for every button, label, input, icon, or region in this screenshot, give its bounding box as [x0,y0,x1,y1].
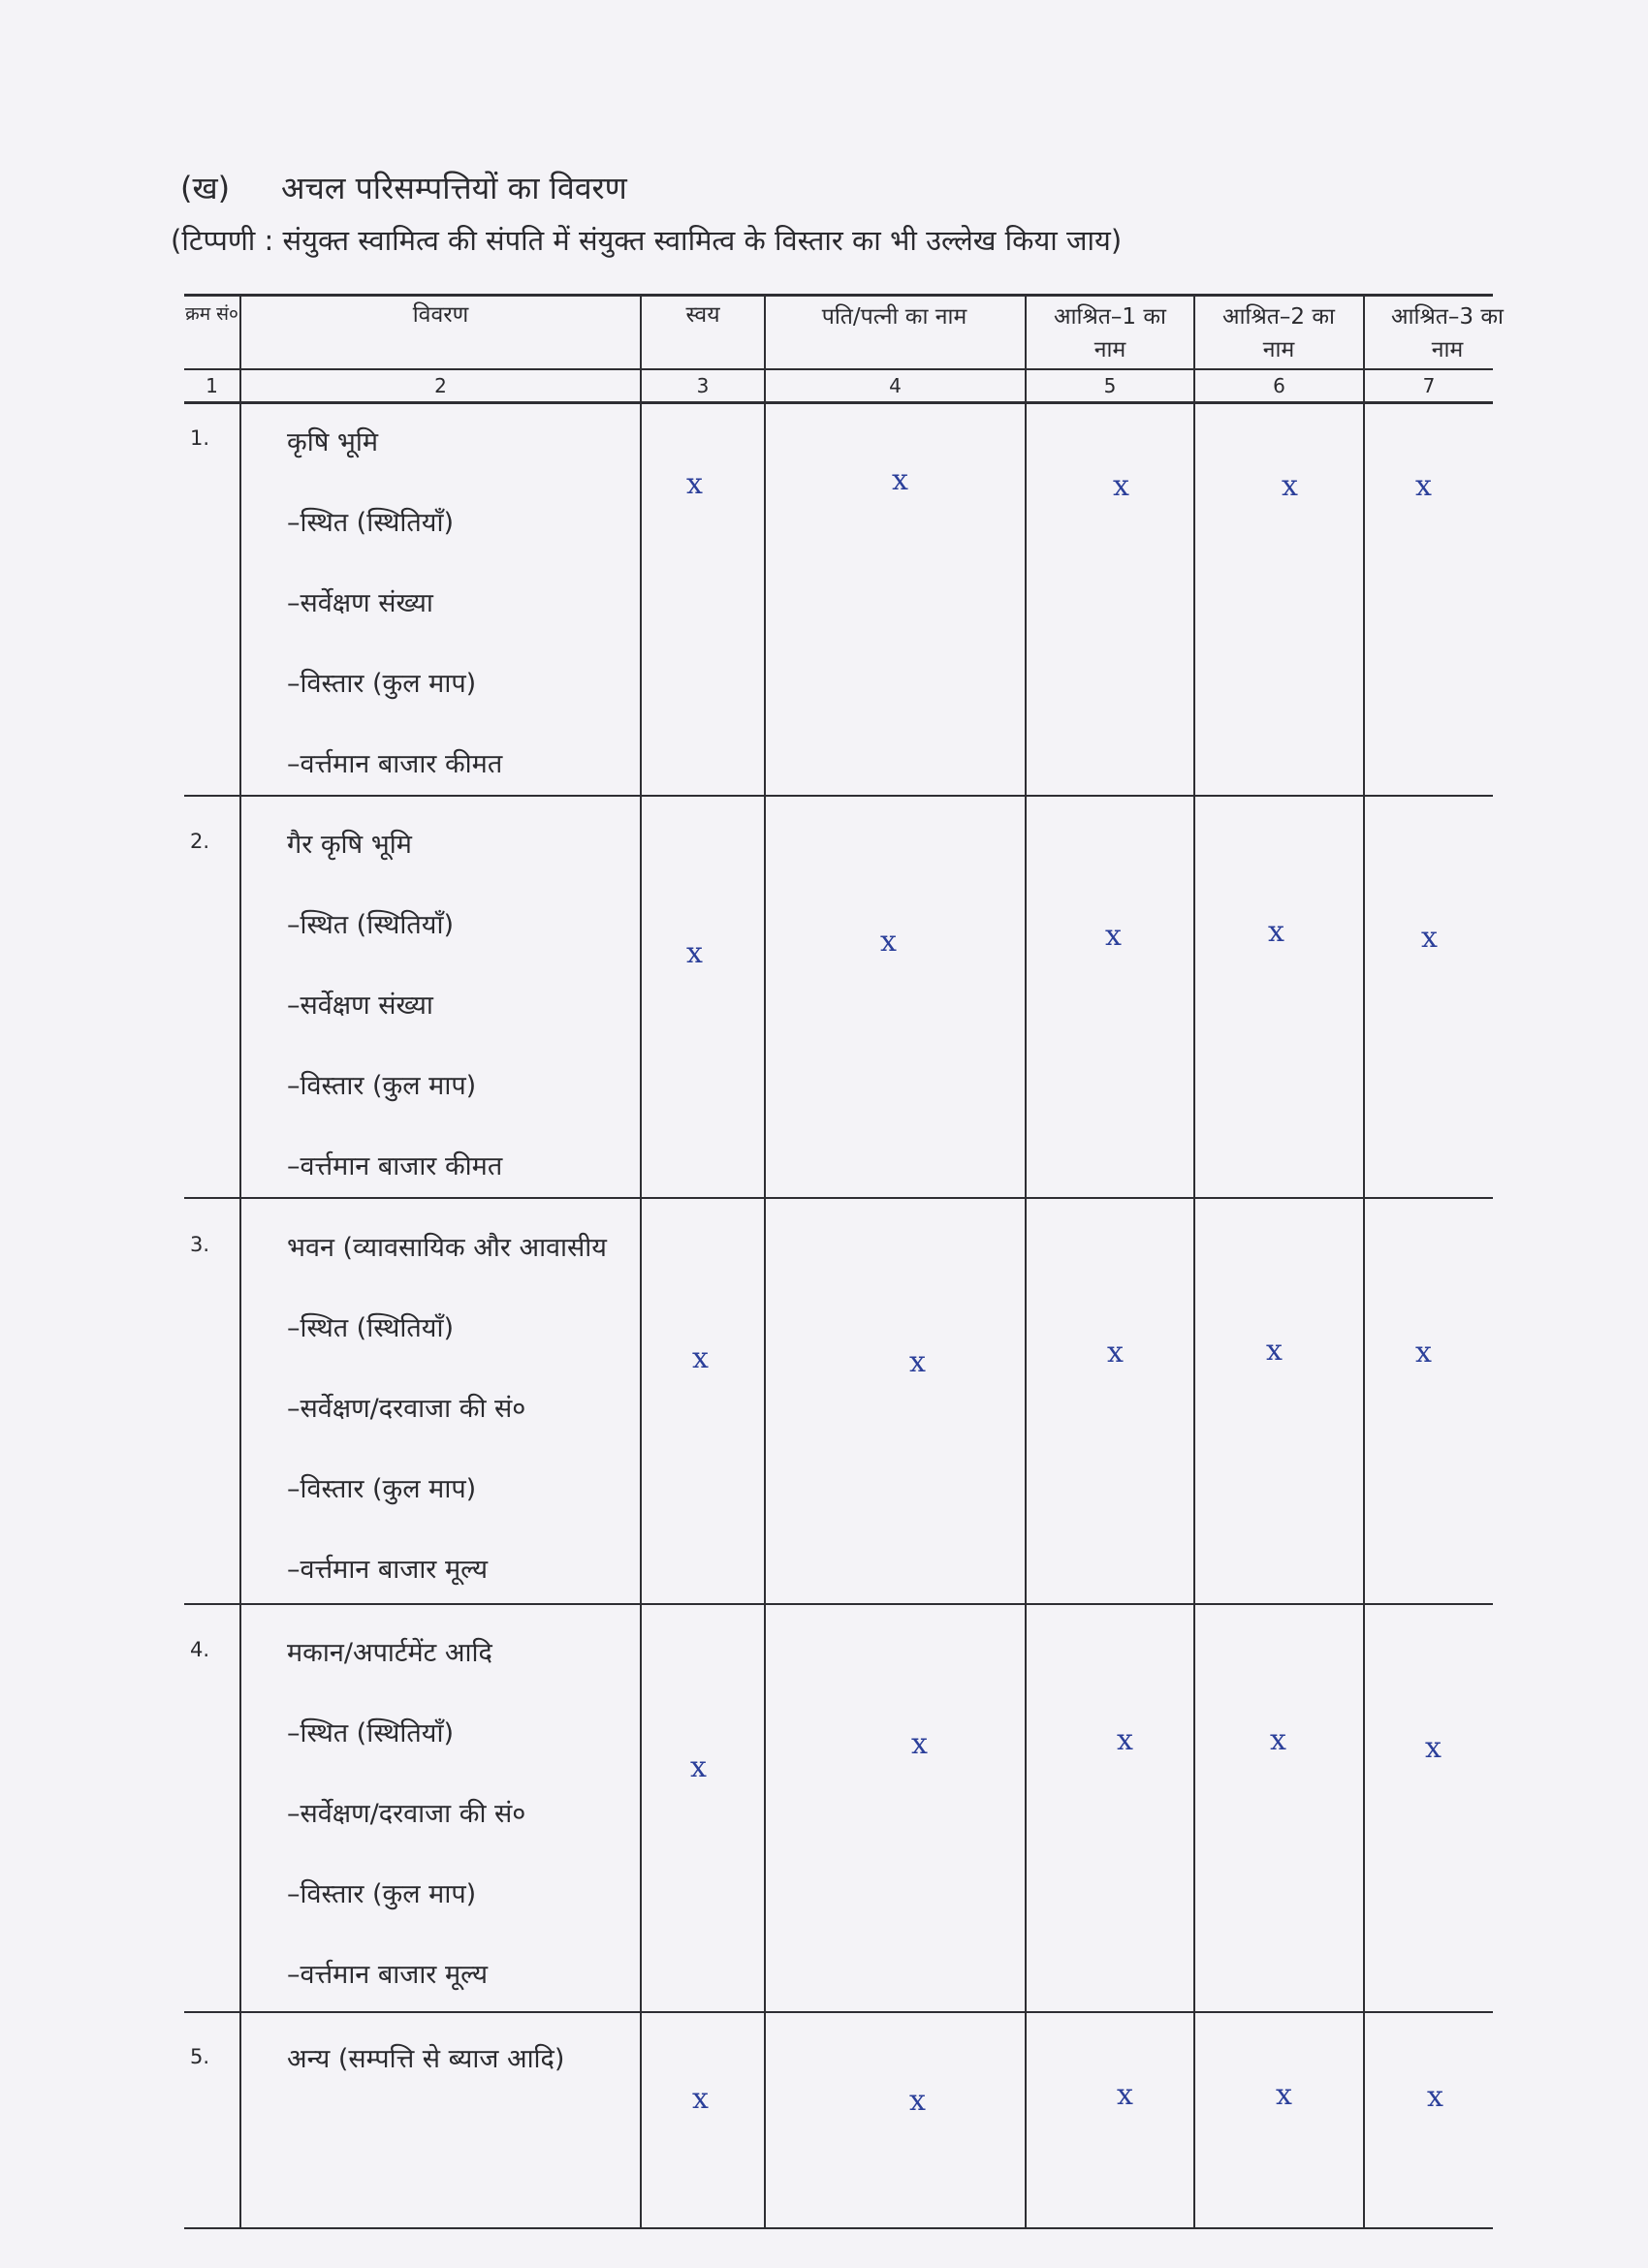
col-separator [764,294,766,2227]
col-number: 3 [696,374,710,397]
col-separator [1025,294,1027,2227]
col-number: 5 [1103,374,1117,397]
row-line: –विस्तार (कुल माप) [287,1071,477,1101]
handwritten-mark: x [1117,2078,1133,2112]
handwritten-mark: x [1282,469,1298,503]
col-number: 2 [434,374,447,397]
row-number: 1. [190,426,210,450]
handwritten-mark: x [911,1727,928,1761]
row-divider [184,2011,1493,2013]
row-line: –वर्त्तमान बाजार कीमत [287,749,503,779]
handwritten-mark: x [1421,921,1438,955]
handwritten-mark: x [692,2082,709,2116]
handwritten-mark: x [1113,469,1129,503]
row-line: कृषि भूमि [287,427,379,457]
handwritten-mark: x [1105,919,1122,953]
header-self: स्वय [685,302,720,328]
col-number: 7 [1422,374,1436,397]
row-number: 2. [190,830,210,853]
handwritten-mark: x [1107,1336,1124,1370]
handwritten-mark: x [686,936,703,970]
handwritten-mark: x [892,463,908,497]
col-number-rule [184,401,1493,404]
handwritten-mark: x [692,1341,709,1375]
handwritten-mark: x [690,1750,707,1784]
handwritten-mark: x [1270,1723,1286,1757]
handwritten-mark: x [1276,2078,1292,2112]
row-line: –वर्त्तमान बाजार मूल्य [287,1960,489,1990]
row-line: –विस्तार (कुल माप) [287,669,477,699]
table-bottom-rule [184,2227,1493,2229]
row-line: –विस्तार (कुल माप) [287,1879,477,1909]
col-number: 1 [206,374,218,397]
page-title: अचल परिसम्पत्तियों का विवरण [281,170,627,206]
header-rule [184,368,1493,370]
row-line: –स्थित (स्थितियाँ) [287,1718,454,1748]
row-number: 5. [190,2045,210,2068]
header-dependent-2: आश्रित–2 का नाम [1222,304,1335,362]
handwritten-mark: x [909,1345,926,1379]
row-line: –वर्त्तमान बाजार कीमत [287,1151,503,1181]
section-label: (ख) [180,170,231,206]
row-line: –सर्वेक्षण संख्या [287,991,433,1021]
row-line: –विस्तार (कुल माप) [287,1474,477,1504]
handwritten-mark: x [909,2084,926,2118]
header-dependent-1: आश्रित–1 का नाम [1054,304,1166,362]
handwritten-mark: x [1427,2080,1443,2114]
header-spouse: पति/पत्नी का नाम [821,304,967,330]
handwritten-mark: x [686,467,703,501]
row-line: –वर्त्तमान बाजार मूल्य [287,1555,489,1585]
col-separator [239,294,241,2227]
handwritten-mark: x [1425,1731,1442,1765]
col-separator [1193,294,1195,2227]
row-line: –स्थित (स्थितियाँ) [287,910,454,940]
handwritten-mark: x [1266,1334,1283,1368]
handwritten-mark: x [1268,915,1284,949]
row-divider [184,795,1493,797]
handwritten-mark: x [1415,469,1432,503]
note-text: (टिप्पणी : संयुक्त स्वामित्व की संपति में संयुक्त स्वामित्व के विस्तार का भी उल्लेख किया जाय) [171,224,1123,257]
row-line: भवन (व्यावसायिक और आवासीय [287,1233,607,1263]
row-line: अन्य (सम्पत्ति से ब्याज आदि) [287,2044,565,2074]
col-separator [1363,294,1365,2227]
col-separator [640,294,642,2227]
row-divider [184,1197,1493,1199]
row-line: गैर कृषि भूमि [287,830,412,860]
row-line: –स्थित (स्थितियाँ) [287,508,454,538]
row-line: –सर्वेक्षण संख्या [287,588,433,618]
header-serial: क्रम सं० [185,303,238,325]
handwritten-mark: x [1117,1723,1133,1757]
row-line: –स्थित (स्थितियाँ) [287,1313,454,1343]
row-line: –सर्वेक्षण/दरवाजा की सं० [287,1394,526,1424]
handwritten-mark: x [880,925,897,959]
row-line: –सर्वेक्षण/दरवाजा की सं० [287,1799,526,1829]
row-number: 4. [190,1638,210,1661]
handwritten-mark: x [1415,1336,1432,1370]
row-number: 3. [190,1233,210,1256]
header-dependent-3: आश्रित–3 का नाम [1391,304,1504,362]
col-number: 4 [889,374,902,397]
row-line: मकान/अपार्टमेंट आदि [287,1638,492,1668]
row-divider [184,1603,1493,1605]
col-number: 6 [1273,374,1285,397]
header-description: विवरण [412,302,469,328]
table-top-rule [184,294,1493,297]
